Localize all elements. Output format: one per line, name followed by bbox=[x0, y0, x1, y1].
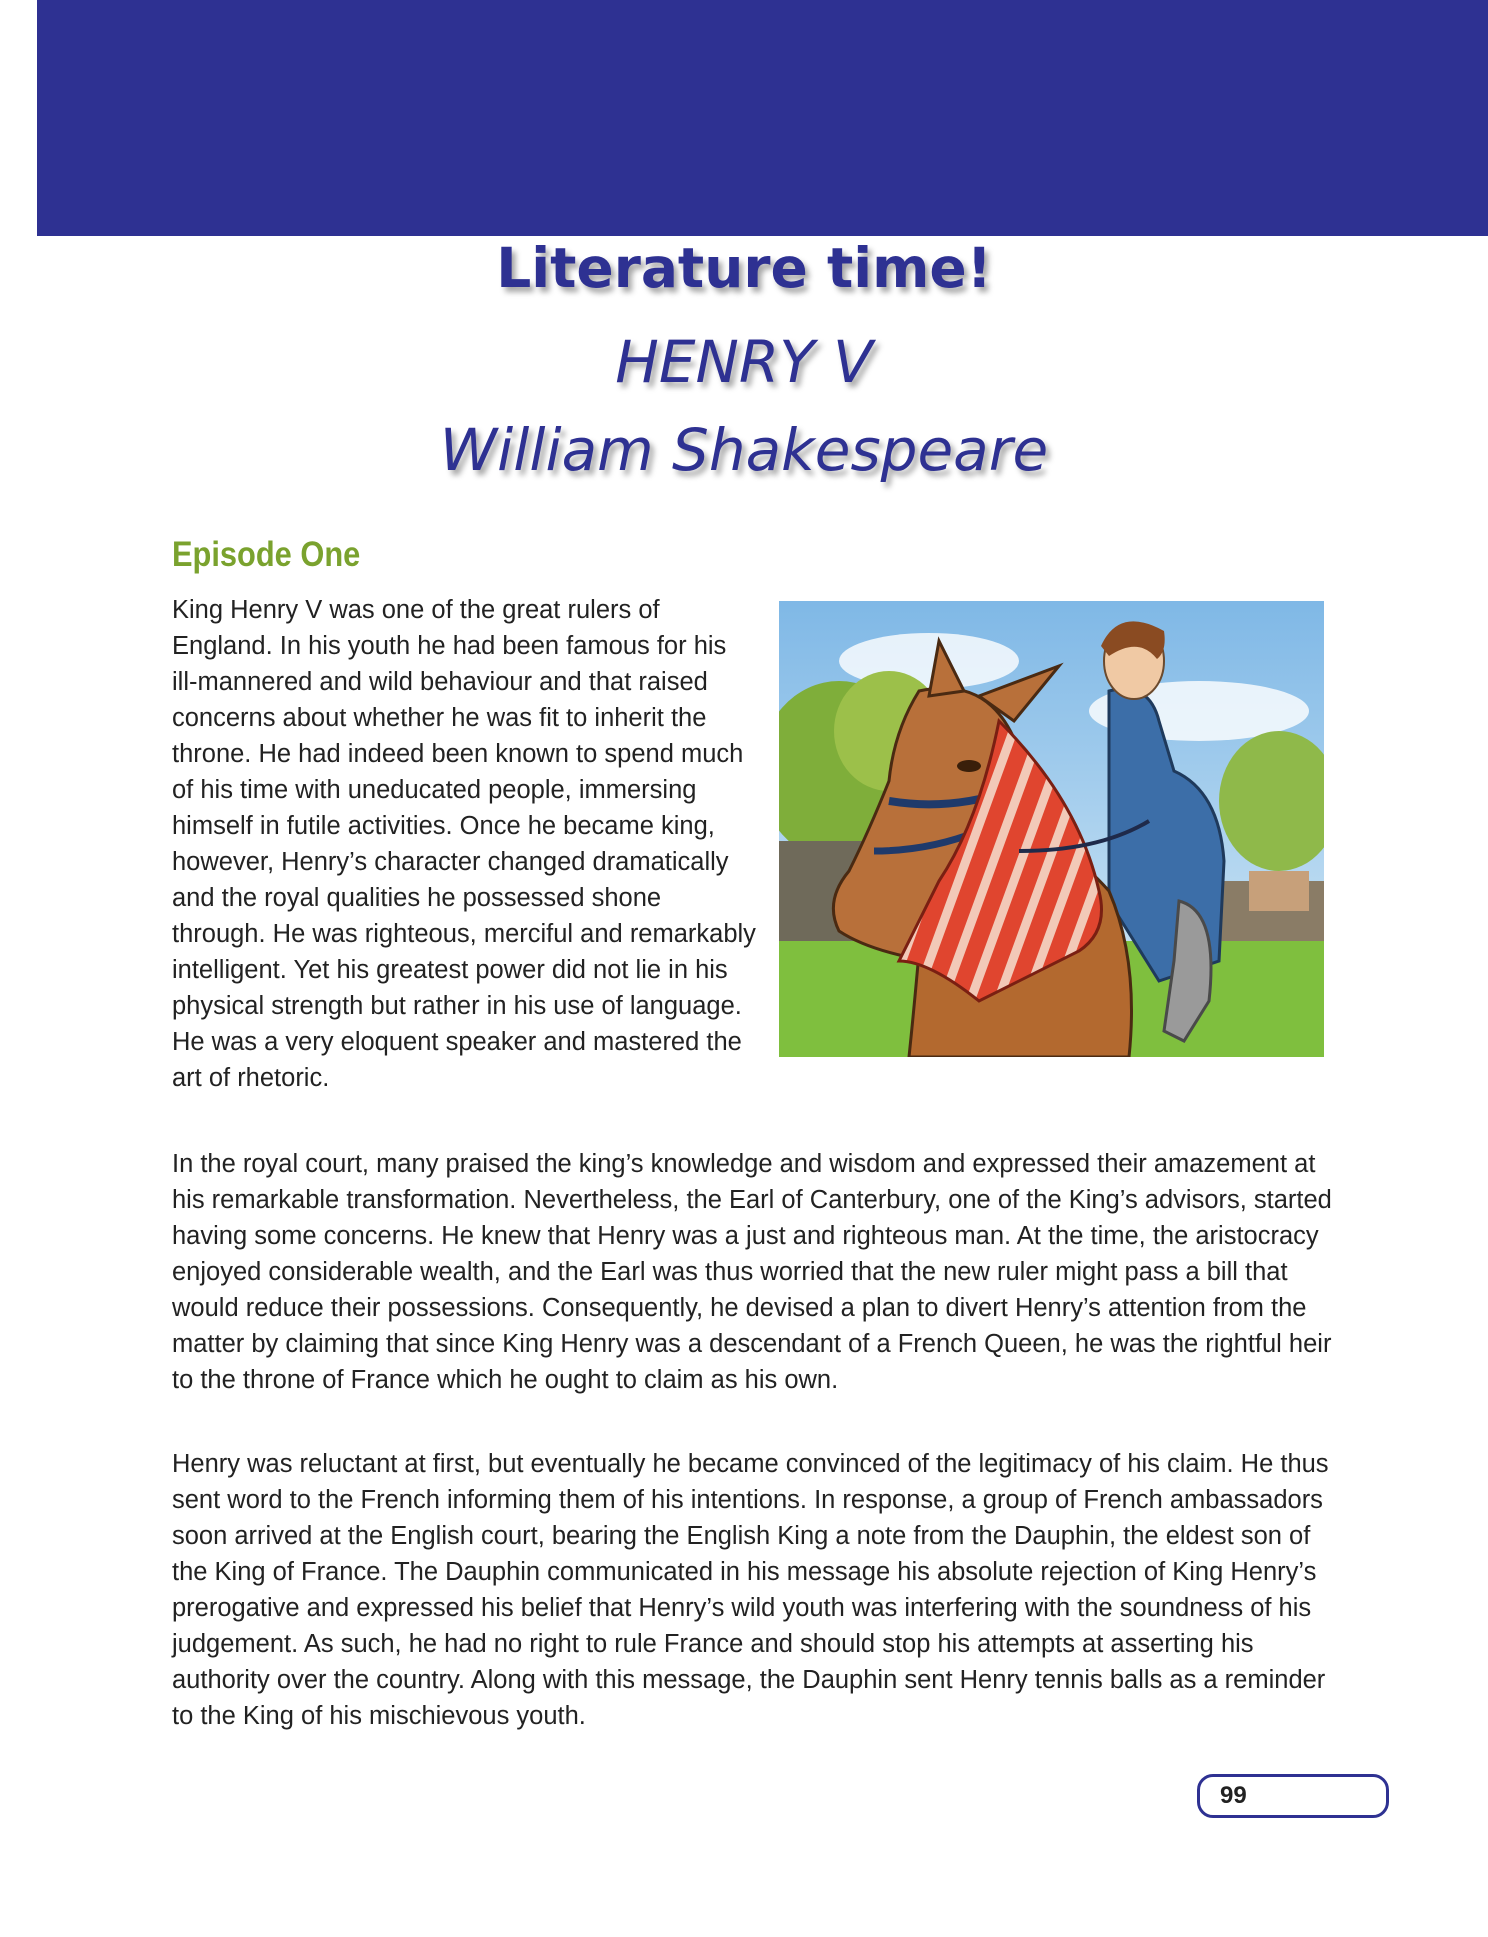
play-title: HENRY V bbox=[615, 328, 873, 396]
paragraph-1: King Henry V was one of the great rulers of England. In his youth he had been famous for his ill-mannered and wild behaviour and that raised concerns about whether he was fit to inherit the throne. He had indeed been known to spend much of his time with uneducated people, immersing himself in futile activities. Once he became king, however, Henry’s character changed dramatically and the royal qualities he possessed shone through. He was righteous, merciful and remarkably intelligent. Yet his greatest power did not lie in his physical strength but rather in his use of language. He was a very eloquent speaker and mastered the art of rhetoric. bbox=[172, 596, 756, 1092]
page-number: 99 bbox=[1220, 1782, 1247, 1809]
page-number-box bbox=[1197, 1774, 1389, 1818]
paragraph-2: In the royal court, many praised the king’s knowledge and wisdom and expressed their amazement at his remarkable transformation. Nevertheless, the Earl of Canterbury, one of the King’s advisors, started having some concerns. He knew that Henry was a just and righteous man. At the time, the aristocracy enjoyed considerable wealth, and the Earl was thus worried that the new ruler might pass a bill that would reduce their possessions. Consequently, he devised a plan to divert Henry’s attention from the matter by claiming that since King Henry was a descendant of a French Queen, he was the rightful heir to the throne of France which he ought to claim as his own. bbox=[172, 1150, 1332, 1394]
paragraph-3: Henry was reluctant at first, but eventually he became convinced of the legitimacy of his claim. He thus sent word to the French informing them of his intentions. In response, a group of French ambassadors soon arrived at the English court, bearing the English King a note from the Dauphin, the eldest son of the King of France. The Dauphin communicated in his message his absolute rejection of King Henry’s prerogative and expressed his belief that Henry’s wild youth was interfering with the soundness of his judgement. As such, he had no right to rule France and should stop his attempts at asserting his authority over the country. Along with this message, the Dauphin sent Henry tennis balls as a reminder to the King of his mischievous youth. bbox=[172, 1450, 1329, 1730]
header-banner bbox=[37, 0, 1488, 236]
episode-heading: Episode One bbox=[172, 535, 361, 574]
henry-on-horse-illustration bbox=[779, 601, 1324, 1057]
section-title: Literature time! bbox=[496, 236, 992, 300]
author-name: William Shakespeare bbox=[439, 416, 1049, 484]
